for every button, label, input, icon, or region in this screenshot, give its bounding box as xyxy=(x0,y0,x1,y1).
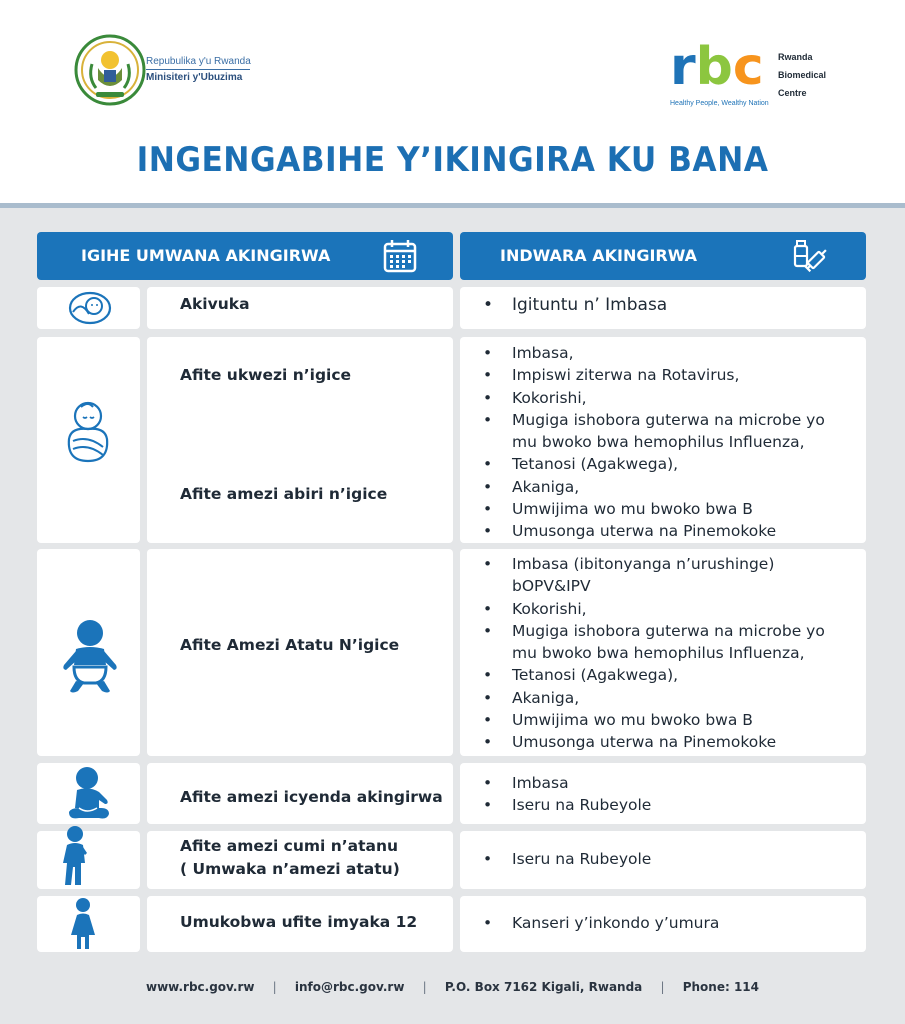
disease-text: Akaniga, xyxy=(512,477,580,496)
header-divider xyxy=(0,203,905,208)
calendar-icon xyxy=(382,238,418,274)
bullet: • xyxy=(483,666,493,685)
disease-item xyxy=(480,848,856,870)
row-6-disease-list xyxy=(480,912,856,934)
row-3-age-cell xyxy=(147,549,453,756)
bullet: • xyxy=(483,621,493,640)
bullet: • xyxy=(483,388,493,407)
girl-icon xyxy=(69,897,97,951)
row-5-icon-cell xyxy=(37,831,140,889)
bullet: • xyxy=(483,555,493,573)
sitting-baby-icon xyxy=(67,766,111,822)
swaddled-baby-icon xyxy=(63,399,113,465)
disease-text: Mugiga ishobora guterwa na microbe yo xyxy=(512,410,825,429)
row-3-age: Afite Amezi Atatu N’igice xyxy=(180,636,400,654)
disease-text: Umusonga uterwa na Pinemokoke xyxy=(512,733,777,752)
row-3-disease-list xyxy=(480,553,856,754)
disease-item xyxy=(480,664,856,686)
disease-item-continued xyxy=(480,642,856,664)
row-6-age-cell xyxy=(147,896,453,952)
footer-contacts xyxy=(0,980,905,994)
bullet: • xyxy=(483,344,493,362)
disease-text: Kanseri y’inkondo y’umura xyxy=(512,914,720,932)
disease-text: mu bwoko bwa hemophilus Influenza, xyxy=(512,644,805,663)
disease-text: Iseru na Rubeyole xyxy=(512,796,652,815)
row-5-age-cell xyxy=(147,831,453,889)
disease-text: mu bwoko bwa hemophilus Influenza, xyxy=(512,433,805,452)
bullet: • xyxy=(483,500,493,519)
row-4-disease-list xyxy=(480,772,856,817)
toddler-icon xyxy=(59,825,89,889)
row-4-disease-cell xyxy=(460,763,866,824)
disease-text: Umwijima wo mu bwoko bwa B xyxy=(512,711,753,730)
footer-separator: | xyxy=(660,980,665,994)
footer-separator: | xyxy=(422,980,427,994)
rbc-logo-text: rbc xyxy=(670,40,764,96)
row-2-disease-cell xyxy=(460,337,866,543)
row-6-icon-cell xyxy=(37,896,140,952)
row-6-age: Umukobwa ufite imyaka 12 xyxy=(180,913,418,931)
disease-item xyxy=(480,731,856,753)
page-header xyxy=(0,0,905,203)
column-header-age-label: IGIHE UMWANA AKINGIRWA xyxy=(81,246,331,265)
row-4-age-cell xyxy=(147,763,453,824)
disease-item-continued xyxy=(480,431,856,453)
rbc-name-line2: Biomedical xyxy=(778,70,827,80)
row-2-icon-cell xyxy=(37,337,140,543)
disease-text: Mugiga ishobora guterwa na microbe yo xyxy=(512,621,825,640)
row-6-disease-cell xyxy=(460,896,866,952)
disease-item xyxy=(480,342,856,364)
row-5-disease-list xyxy=(480,848,856,870)
disease-text: Tetanosi (Agakwega), xyxy=(512,455,679,474)
rbc-logo xyxy=(670,40,774,96)
bullet: • xyxy=(483,410,493,429)
disease-text: Tetanosi (Agakwega), xyxy=(512,666,679,685)
page-title: INGENGABIHE Y’IKINGIRA KU BANA xyxy=(136,140,769,180)
bullet: • xyxy=(483,774,493,792)
bullet: • xyxy=(483,914,493,932)
republic-name: Repubulika y'u Rwanda xyxy=(146,56,251,67)
footer-phone: Phone: 114 xyxy=(682,980,759,994)
footer-address: P.O. Box 7162 Kigali, Rwanda xyxy=(444,980,643,994)
rbc-name-line1: Rwanda xyxy=(778,52,813,62)
disease-item xyxy=(480,912,856,934)
disease-text: Impiswi ziterwa na Rotavirus, xyxy=(512,366,740,385)
disease-item xyxy=(480,553,856,575)
rbc-tagline: Healthy People, Wealthy Nation xyxy=(670,100,769,107)
row-2-age-cell xyxy=(147,337,453,543)
row-5-age-b: ( Umwaka n’amezi atatu) xyxy=(180,860,400,878)
disease-text: Igituntu n’ Imbasa xyxy=(512,295,668,315)
bullet: • xyxy=(483,688,493,707)
rwanda-coat-of-arms-logo xyxy=(74,34,146,106)
disease-item xyxy=(480,498,856,520)
disease-item xyxy=(480,409,856,431)
row-1-age: Akivuka xyxy=(180,295,250,313)
disease-item xyxy=(480,453,856,475)
row-1-icon-cell xyxy=(37,287,140,329)
footer-website-link[interactable]: www.rbc.gov.rw xyxy=(145,980,255,994)
row-3-disease-cell xyxy=(460,549,866,756)
disease-text: Imbasa xyxy=(512,774,569,792)
row-1-age-cell xyxy=(147,287,453,329)
disease-item-continued xyxy=(480,575,856,597)
row-4-age: Afite amezi icyenda akingirwa xyxy=(180,788,443,806)
disease-item xyxy=(480,794,856,816)
row-3-icon-cell xyxy=(37,549,140,756)
disease-item xyxy=(480,687,856,709)
newborn-icon xyxy=(67,290,113,326)
footer-separator: | xyxy=(272,980,277,994)
rbc-name-line3: Centre xyxy=(778,88,807,98)
row-2-age-b: Afite amezi abiri n’igice xyxy=(180,485,388,503)
bullet: • xyxy=(483,733,493,752)
bullet: • xyxy=(483,295,494,315)
row-1-disease-cell xyxy=(460,287,866,329)
bullet: • xyxy=(483,366,493,385)
column-header-age xyxy=(37,232,453,280)
row-4-icon-cell xyxy=(37,763,140,824)
bullet: • xyxy=(483,711,493,730)
disease-item xyxy=(480,520,856,542)
disease-text: Kokorishi, xyxy=(512,388,587,407)
disease-text: Imbasa (ibitonyanga n’urushinge) xyxy=(512,555,775,573)
row-5-age-a: Afite amezi cumi n’atanu xyxy=(180,837,399,855)
baby-diaper-icon xyxy=(62,619,118,695)
disease-item xyxy=(480,598,856,620)
footer-email-link[interactable]: info@rbc.gov.rw xyxy=(294,980,405,994)
disease-item xyxy=(480,364,856,386)
bullet: • xyxy=(483,522,493,541)
column-header-disease-label: INDWARA AKINGIRWA xyxy=(500,246,698,265)
bullet: • xyxy=(483,796,493,815)
row-2-disease-list xyxy=(480,342,856,543)
disease-item xyxy=(480,709,856,731)
ministry-name: Minisiteri y'Ubuzima xyxy=(146,72,243,83)
rbc-name xyxy=(778,48,826,102)
row-5-disease-cell xyxy=(460,831,866,889)
disease-item xyxy=(480,387,856,409)
disease-item xyxy=(480,620,856,642)
disease-text: Umwijima wo mu bwoko bwa B xyxy=(512,500,753,519)
vaccine-syringe-icon xyxy=(790,236,830,276)
bullet: • xyxy=(483,599,493,618)
disease-text: Imbasa, xyxy=(512,344,574,362)
row-1-disease-list xyxy=(480,294,856,316)
disease-item xyxy=(480,772,856,794)
disease-text: Akaniga, xyxy=(512,688,580,707)
disease-item xyxy=(480,294,856,316)
disease-text: Iseru na Rubeyole xyxy=(512,850,652,868)
bullet: • xyxy=(483,455,493,474)
disease-text: bOPV&IPV xyxy=(512,577,591,596)
bullet: • xyxy=(483,850,493,868)
column-header-disease xyxy=(460,232,866,280)
disease-item xyxy=(480,476,856,498)
bullet: • xyxy=(483,477,493,496)
row-2-age-a: Afite ukwezi n’igice xyxy=(180,366,352,384)
disease-text: Umusonga uterwa na Pinemokoke xyxy=(512,522,777,541)
disease-text: Kokorishi, xyxy=(512,599,587,618)
